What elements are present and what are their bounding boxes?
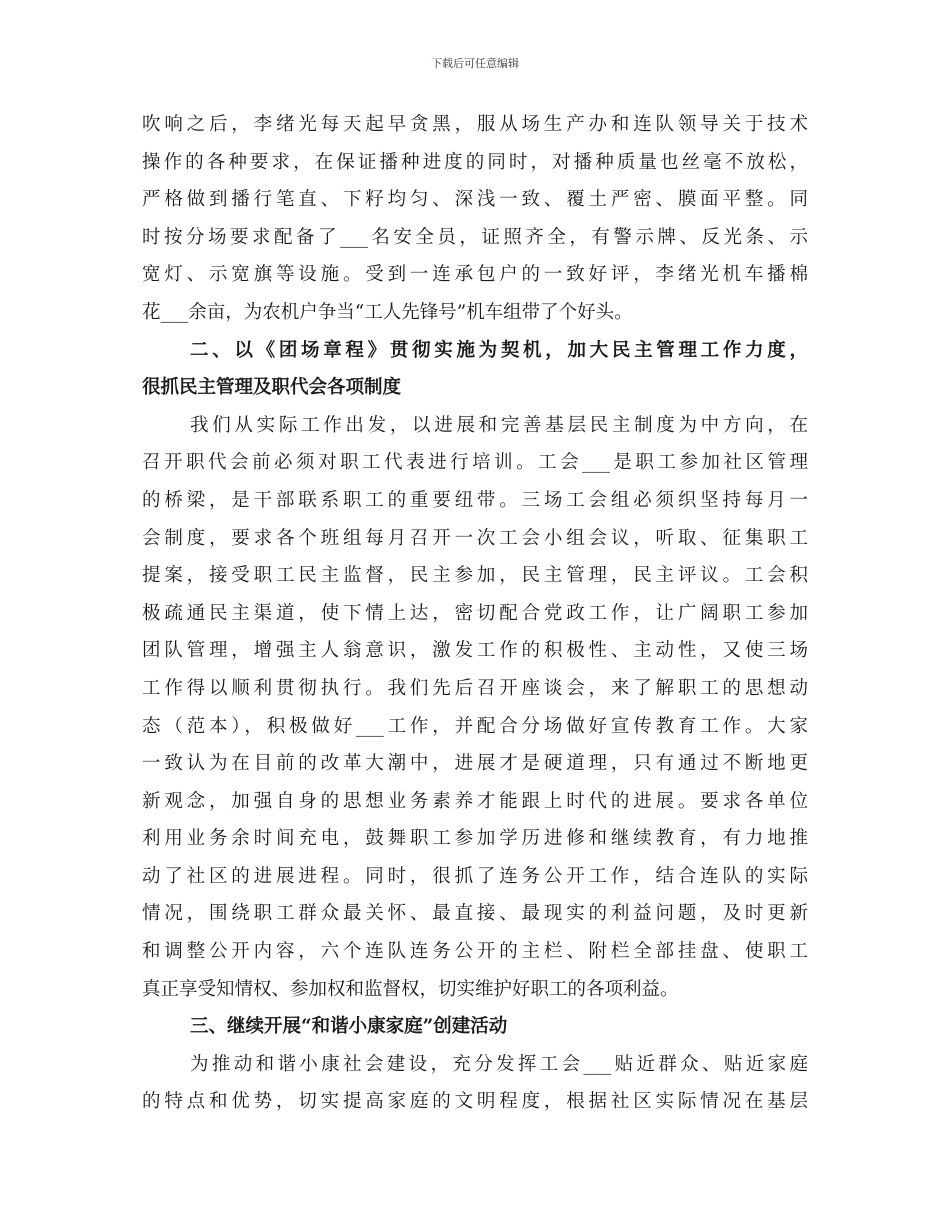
paragraph-line: 新观念，加强自身的思想业务素养才能跟上时代的进展。要求各单位 — [142, 790, 808, 812]
section-heading-line: 二、以《团场章程》贯彻实施为契机，加大民主管理工作力度， — [190, 339, 808, 361]
paragraph-line: 工作得以顺利贯彻执行。我们先后召开座谈会，来了解职工的思想动 — [142, 677, 808, 699]
paragraph-line: 态（范本），积极做好___工作，并配合分场做好宣传教育工作。大家 — [142, 715, 808, 737]
document-body — [142, 106, 808, 1121]
paragraph-line: 的桥梁，是干部联系职工的重要纽带。三场工会组必须织坚持每月一 — [142, 489, 808, 511]
paragraph-line: 召开职代会前必须对职工代表进行培训。工会___是职工参加社区管理 — [142, 452, 808, 474]
paragraph-line: 操作的各种要求，在保证播种进度的同时，对播种质量也丝毫不放松， — [142, 151, 808, 173]
paragraph-line: 团队管理，增强主人翁意识，激发工作的积极性、主动性，又使三场 — [142, 640, 808, 662]
section-heading-line: 三、继续开展“和谐小康家庭”创建活动 — [190, 1016, 508, 1038]
paragraph-line: 情况，围绕职工群众最关怀、最直接、最现实的利益问题，及时更新 — [142, 903, 808, 925]
page-header: 下载后可任意编辑 — [431, 57, 519, 70]
section-heading-line: 很抓民主管理及职代会各项制度 — [142, 377, 402, 399]
paragraph-line: 吹响之后，李绪光每天起早贪黑，服从场生产办和连队领导关于技术 — [142, 114, 808, 135]
paragraph-line: 时按分场要求配备了___名安全员，证照齐全，有警示牌、反光条、示 — [142, 226, 808, 248]
paragraph-line: 和调整公开内容，六个连队连务公开的主栏、附栏全部挂盘、使职工 — [142, 941, 808, 963]
paragraph-line: 的特点和优势，切实提高家庭的文明程度，根据社区实际情况在基层 — [142, 1091, 808, 1113]
paragraph-line: 动了社区的进展进程。同时，很抓了连务公开工作，结合连队的实际 — [142, 865, 808, 887]
paragraph-line: 会制度，要求各个班组每月召开一次工会小组会议，听取、征集职工 — [142, 527, 808, 549]
paragraph-line: 严格做到播行笔直、下籽均匀、深浅一致、覆土严密、膜面平整。同 — [142, 189, 808, 211]
paragraph-line: 宽灯、示宽旗等设施。受到一连承包户的一致好评，李绪光机车播棉 — [142, 264, 808, 286]
paragraph-line: 利用业务余时间充电，鼓舞职工参加学历进修和继续教育，有力地推 — [142, 828, 808, 850]
paragraph-line: 一致认为在目前的改革大潮中，进展才是硬道理，只有通过不断地更 — [142, 753, 808, 775]
paragraph-line: 极疏通民主渠道，使下情上达，密切配合党政工作，让广阔职工参加 — [142, 602, 808, 624]
paragraph-line: 提案，接受职工民主监督，民主参加，民主管理，民主评议。工会积 — [142, 565, 808, 587]
paragraph-line: 花___余亩，为农机户争当“工人先锋号”机车组带了个好头。 — [142, 301, 633, 323]
paragraph-line: 我们从实际工作出发，以进展和完善基层民主制度为中方向，在 — [190, 414, 808, 436]
paragraph-line: 真正享受知情权、参加权和监督权，切实维护好职工的各项利益。 — [142, 978, 679, 1000]
paragraph-line: 为推动和谐小康社会建设，充分发挥工会___贴近群众、贴近家庭 — [190, 1053, 808, 1075]
